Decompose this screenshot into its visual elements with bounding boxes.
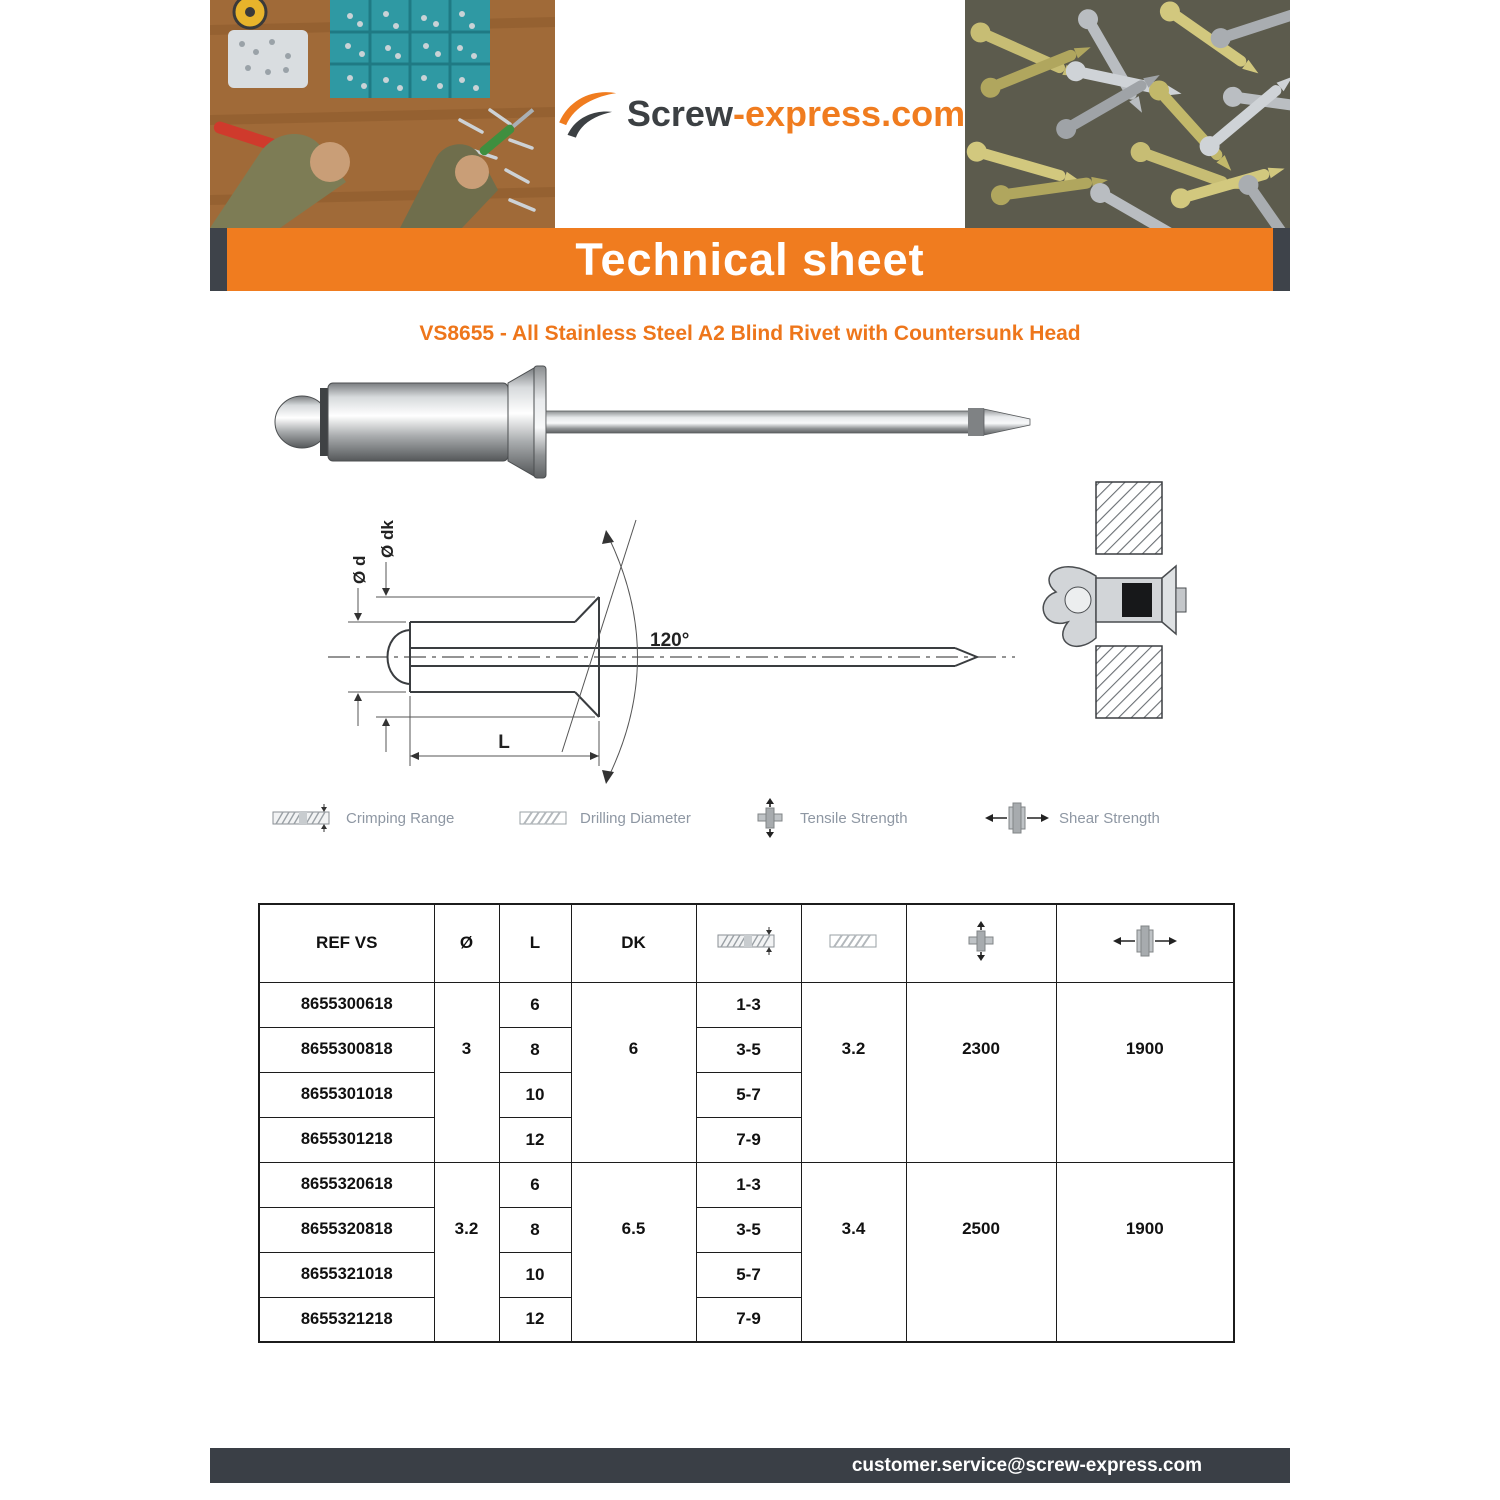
header	[210, 0, 1290, 228]
tensile-strength-icon	[961, 921, 1001, 961]
banner	[210, 228, 1290, 291]
dim-d-arrow-bottom	[354, 693, 362, 701]
drilling-diameter-icon	[828, 926, 880, 956]
dim-l-arrow-right	[590, 752, 599, 760]
crimping-range-icon	[717, 926, 781, 956]
technical-drawing	[210, 480, 1290, 800]
legend-item-crimping-range	[272, 798, 454, 838]
spec-table-wrap	[258, 903, 1235, 1343]
banner-inner	[227, 228, 1273, 291]
installation-section-drawing	[1043, 482, 1186, 718]
table-row	[259, 982, 1234, 1027]
ref-cell: 8655300818	[259, 1027, 434, 1072]
col-header-drilling-diameter	[801, 904, 906, 982]
shear-cell: 1900	[1056, 982, 1234, 1162]
dk-cell: 6.5	[571, 1162, 696, 1342]
screws-photo	[965, 0, 1290, 228]
dk-cell: 6	[571, 982, 696, 1162]
col-header-length: L	[499, 904, 571, 982]
dim-d-arrow-top	[354, 613, 362, 621]
screws-photo-art	[965, 0, 1290, 228]
legend-item-shear-strength	[985, 798, 1160, 838]
product-photo	[268, 362, 1078, 487]
dim-l-arrow-left	[410, 752, 419, 760]
legend-label-crimping-range: Crimping Range	[346, 809, 455, 827]
drilling-cell: 3.4	[801, 1162, 906, 1342]
length-cell: 8	[499, 1027, 571, 1072]
crimp-range-cell: 3-5	[696, 1027, 801, 1072]
diameter-cell: 3	[434, 982, 499, 1162]
crimp-range-cell: 1-3	[696, 1162, 801, 1207]
shear-strength-icon	[1113, 924, 1177, 958]
crimp-range-cell: 1-3	[696, 982, 801, 1027]
contact-email: customer.service@screw-express.com	[851, 1455, 1202, 1476]
legend-label-shear-strength: Shear Strength	[1059, 809, 1160, 827]
blind-rivet-photo-art	[268, 362, 1078, 482]
crimp-range-cell: 7-9	[696, 1297, 801, 1342]
tensile-cell: 2500	[906, 1162, 1056, 1342]
sheet	[210, 0, 1290, 1500]
legend-item-tensile-strength	[750, 798, 908, 838]
legend	[210, 798, 1290, 844]
dim-l-label: L	[498, 732, 510, 753]
footer-bar	[210, 1448, 1290, 1483]
dim-dk-label: Ø dk	[378, 520, 397, 558]
col-header-dk: DK	[571, 904, 696, 982]
shear-strength-icon	[985, 801, 1049, 835]
drilling-cell: 3.2	[801, 982, 906, 1162]
crimp-range-cell: 5-7	[696, 1072, 801, 1117]
ref-cell: 8655320818	[259, 1207, 434, 1252]
drilling-diameter-icon	[518, 803, 570, 833]
length-cell: 6	[499, 1162, 571, 1207]
angle-label: 120°	[650, 630, 690, 651]
crimping-range-icon	[272, 803, 336, 833]
ref-cell: 8655321218	[259, 1297, 434, 1342]
logo-brand-main: Screw	[626, 93, 733, 134]
crimp-range-cell: 5-7	[696, 1252, 801, 1297]
product-title: VS8655 - All Stainless Steel A2 Blind Rivet with Countersunk Head	[419, 322, 1081, 345]
length-cell: 8	[499, 1207, 571, 1252]
col-header-crimping-range	[696, 904, 801, 982]
angle-arrow-bottom	[602, 770, 614, 784]
tensile-cell: 2300	[906, 982, 1056, 1162]
tensile-strength-icon	[750, 798, 790, 838]
crimp-range-cell: 3-5	[696, 1207, 801, 1252]
ref-cell: 8655301218	[259, 1117, 434, 1162]
dim-d-label: Ø d	[350, 555, 369, 584]
length-cell: 12	[499, 1297, 571, 1342]
banner-title: Technical sheet	[575, 233, 925, 285]
ref-cell: 8655320618	[259, 1162, 434, 1207]
legend-label-drilling-diameter: Drilling Diameter	[580, 809, 691, 827]
col-header-ref: REF VS	[259, 904, 434, 982]
logo-text	[627, 93, 965, 135]
angle-extension-line	[562, 520, 636, 752]
ref-cell: 8655301018	[259, 1072, 434, 1117]
col-header-tensile-strength	[906, 904, 1056, 982]
workbench-photo	[210, 0, 555, 228]
spec-table	[258, 903, 1235, 1343]
dim-dk-arrow-bottom	[382, 718, 390, 726]
rivet-dimension-drawing	[210, 480, 1290, 795]
workbench-photo-art	[210, 0, 555, 228]
dim-l-lines	[410, 696, 599, 766]
logo-swoosh-icon	[555, 86, 619, 142]
dim-dk-arrow-top	[382, 588, 390, 596]
crimp-range-cell: 7-9	[696, 1117, 801, 1162]
brand-logo	[555, 0, 965, 228]
ref-cell: 8655300618	[259, 982, 434, 1027]
ref-cell: 8655321018	[259, 1252, 434, 1297]
shear-cell: 1900	[1056, 1162, 1234, 1342]
col-header-diameter: Ø	[434, 904, 499, 982]
length-cell: 10	[499, 1072, 571, 1117]
angle-arrow-top	[602, 530, 614, 544]
length-cell: 10	[499, 1252, 571, 1297]
logo-brand-suffix: -express.com	[732, 93, 966, 134]
length-cell: 6	[499, 982, 571, 1027]
legend-label-tensile-strength: Tensile Strength	[800, 809, 908, 827]
col-header-shear-strength	[1056, 904, 1234, 982]
diameter-cell: 3.2	[434, 1162, 499, 1342]
legend-item-drilling-diameter	[518, 798, 691, 838]
table-row	[259, 1162, 1234, 1207]
length-cell: 12	[499, 1117, 571, 1162]
